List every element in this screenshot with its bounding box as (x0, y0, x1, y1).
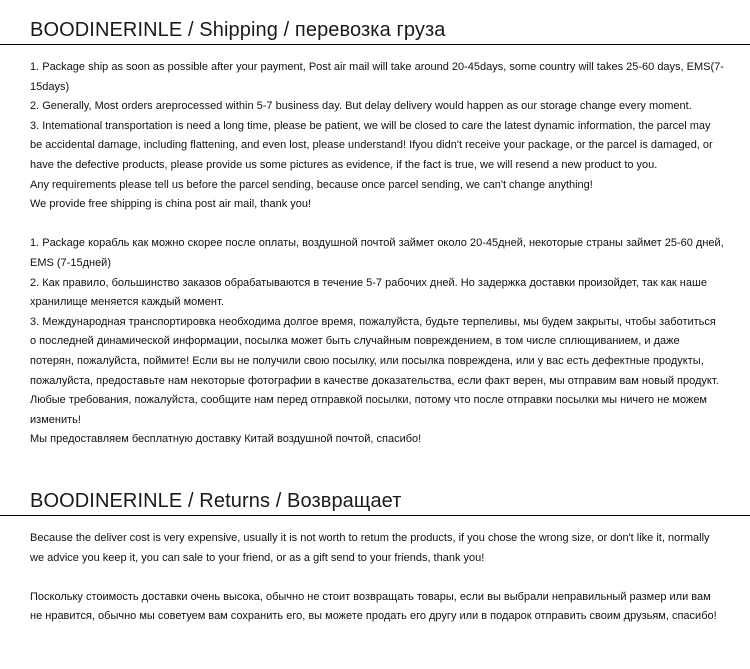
shipping-header (0, 0, 750, 45)
shipping-ru-paragraph-4: Любые требования, пожалуйста, сообщите нам перед отправкой посылки, потому что после отправки посылки мы ничего не можем изменить! (30, 394, 707, 426)
shipping-en-paragraph-1: 1. Package ship as soon as possible after your payment, Post air mail will take around 20-45days, some country will takes 25-60 days, EMS(7-15days) (30, 61, 724, 93)
returns-en-paragraph: Because the deliver cost is very expensive, usually it is not worth to retum the products, if you chose the wrong size, or don't like it, normally we advice you keep it, you can sale to your friend, or as a gift send to your friends, thank you! (30, 532, 710, 564)
paragraph-spacer (30, 568, 724, 588)
shipping-body (30, 58, 724, 450)
shipping-ru-paragraph-5: Мы предоставляем бесплатную доставку Китай воздушной почтой, спасибо! (30, 433, 422, 446)
returns-body (30, 529, 724, 627)
shipping-en-paragraph-3: 3. Intemational transportation is need a long time, please be patient, we will be closed to care the latest dynamic information, the parcel may be accidental damage, including flattening, and even lost, please understand! Ifyou didn't receive your package, or the parcel is damaged, or have the defective products, please provide us some pictures as evidence, if the fact is true, we will resend a new product to you. (30, 119, 713, 171)
returns-title: BOODINERINLE / Returns / Возвращает (30, 490, 402, 512)
returns-ru-paragraph: Поскольку стоимость доставки очень высока, обычно не стоит возвращать товары, если вы выбрали неправильный размер или вам не нравится, обычно мы советуем вам сохранить его, вы можете продать его другу или в подарок отправить своим друзьям, спасибо! (30, 590, 717, 623)
shipping-en-paragraph-5: We provide free shipping is china post air mail, thank you! (30, 198, 312, 211)
paragraph-spacer (30, 215, 724, 235)
shipping-ru-paragraph-2: 2. Как правило, большинство заказов обрабатываются в течение 5-7 рабочих дней. Но задержка доставки произойдет, так как наше хранилище меняется каждый момент. (30, 276, 707, 309)
returns-header (0, 471, 750, 516)
shipping-ru-paragraph-3: 3. Международная транспортировка необходима долгое время, пожалуйста, будьте терпеливы, мы будем закрыты, чтобы заботиться о последней динамической информации, посылка может быть случайным повреждением, в том числе сплющиванием, и даже потерян, пожалуйста, поймите! Если вы не получили свою посылку, или посылка повреждена, или у вас есть дефектные продукты, пожалуйста, предоставьте нам некоторые фотографии в качестве доказательства, если факт верен, мы отправим вам новый продукт. (30, 315, 719, 387)
shipping-title: BOODINERINLE / Shipping / перевозка груза (30, 19, 446, 41)
shipping-en-paragraph-2: 2. Generally, Most orders areprocessed within 5-7 business day. But delay delivery would happen as our storage change every moment. (30, 100, 692, 113)
shipping-ru-paragraph-1: 1. Package корабль как можно скорее после оплаты, воздушной почтой займет около 20-45дней, некоторые страны займет 25-60 дней, EMS (7-15дней) (30, 237, 724, 269)
shipping-en-paragraph-4: Any requirements please tell us before the parcel sending, because once parcel sending, we can't change anything! (30, 178, 593, 191)
